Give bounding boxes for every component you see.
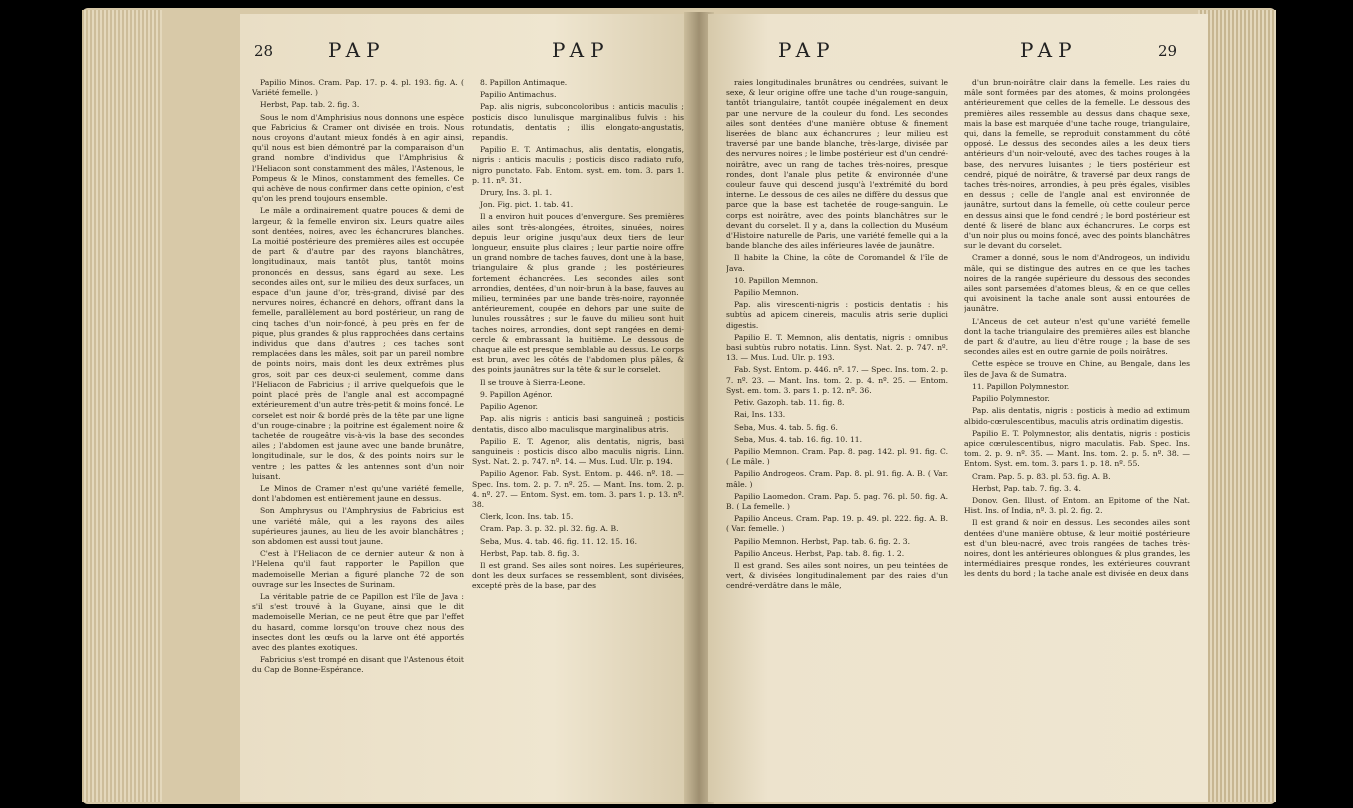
paragraph: Pap. alis nigris : anticis basi sanguineâ ; posticis dentatis, disco albo maculisque marginalibus atris. xyxy=(472,414,684,434)
running-head: PAP xyxy=(552,38,610,62)
text-column xyxy=(726,78,948,802)
paragraph: Donov. Gen. Illust. of Entom. an Epitome of the Nat. Hist. Ins. of India, nº. 3. pl. 2. fig. 2. xyxy=(964,495,1190,516)
paragraph: Il a environ huit pouces d'envergure. Ses premières ailes sont très-alongées, étroites, sinuées, noires depuis leur origine jusqu'aux deux tiers de leur longueur, ensuite plus claires ; leur partie noire offre un grand nombre de taches fauves, dont une à la base, triangulaire & plus grande ; les postérieures fortement échancrées. Les secondes ailes sont arrondies, dentées, d'un noir-brun à la base, fauves au milieu, terminées par une bande très-noire, rayonnée antérieurement, coupée en dehors par une suite de lunules roussâtres ; sur le fauve du milieu sont huit taches noires, arrondies, dont sept rangées en demi-cercle & embrassant la huitième. Le dessous de chaque aile est presque semblable au dessus. Le corps est brun, avec les côtés de l'abdomen plus pâles, & des points jaunâtres sur la tête & sur le corselet. xyxy=(472,212,684,375)
right-page-edges xyxy=(1198,10,1276,802)
page-number: 29 xyxy=(1158,42,1178,60)
paragraph: Le mâle a ordinairement quatre pouces & demi de largeur, & la femelle environ six. Leurs quatre ailes sont dentées, noires, avec les échancrures blanches. La moitié postérieure des premières ailes est occupée de part & d'autre par des rayons blanchâtres, longitudinaux, mais tantôt plus, tantôt moins prononcés en dessus, sans égard au sexe. Les secondes ailes ont, sur le milieu des deux surfaces, un espace d'un jaune d'or, très-grand, divisé par des nervures noires, échancré en dehors, offrant dans la femelle, parallèlement au bord postérieur, un rang de cinq taches d'un noir-foncé, à peu près en fer de pique, plus grandes & plus rapprochées dans certains individus que dans d'autres ; ces taches sont remplacées dans les mâles, soit par un pareil nombre de points noirs, mais dont les deux extrêmes plus gros, soit par ces deux-ci seulement, comme dans l'Heliacon de Fabricius ; il arrive quelquefois que le point placé près de l'angle anal est accompagné extérieurement d'un autre très-petit & moins foncé. Le corselet est noir & bordé près de la tête par une ligne d'un rouge-cinabre ; la poitrine est également noire & tachetée de rougeâtre vis-à-vis la base des secondes ailes ; l'abdomen est jaune avec une bande brunâtre, longitudinale, sur le dos, & des points noirs sur le ventre ; les pattes & les antennes sont d'un noir luisant. xyxy=(252,206,464,481)
left-page xyxy=(240,14,688,802)
paragraph: Drury, Ins. 3. pl. 1. xyxy=(480,188,552,198)
paragraph: Papilio Anceus. Cram. Pap. 19. p. 49. pl. 222. fig. A. B. ( Var. femelle. ) xyxy=(726,514,948,534)
paragraph: Papilio Minos. Cram. Pap. 17. p. 4. pl. 193. fig. A. ( Variété femelle. ) xyxy=(252,78,464,98)
paragraph: Papilio E. T. Memnon, alis dentatis, nigris : omnibus basi subtùs rubro notatis. Linn. Syst. Nat. 2. p. 747. nº. 13. — Mus. Lud. Ulr. p. 193. xyxy=(726,332,948,363)
paragraph: Papilio E. T. Antimachus, alis dentatis, elongatis, nigris : anticis maculis ; posticis disco radiato rufo, nigro punctato. Fab. Entom. syst. em. tom. 3. pars 1. p. 11. nº. 31. xyxy=(472,145,684,185)
paragraph: Petiv. Gazoph. tab. 11. fig. 8. xyxy=(734,398,845,408)
right-page xyxy=(708,14,1208,802)
paragraph: Papilio Memnon. Cram. Pap. 8. pag. 142. pl. 91. fig. C. ( Le mâle. ) xyxy=(726,446,948,467)
paragraph: Papilio Memnon. xyxy=(734,288,799,298)
paragraph: C'est à l'Heliacon de ce dernier auteur & non à l'Helena qu'il faut rapporter le Papillon que mademoiselle Merian a figuré planche 72 de son ouvrage sur les Insectes de Surinam. xyxy=(252,549,464,589)
paragraph: Son Amphrysus ou l'Amphrysius de Fabricius est une variété mâle, qui a les rayons des ailes supérieures jaunes, au lieu de les avoir blanchâtres ; son abdomen est aussi tout jaune. xyxy=(252,506,464,546)
paragraph: Pap. alis virescenti-nigris : posticis dentatis : his subtùs ad apicem cinereis, maculis atris serie duplici digestis. xyxy=(726,300,948,330)
paragraph: Seba, Mus. 4. tab. 16. fig. 10. 11. xyxy=(734,434,863,444)
paragraph: Sous le nom d'Amphrisius nous donnons une espèce que Fabricius & Cramer ont divisée en trois. Nous nous croyons d'autant mieux fondés à en agir ainsi, qu'il nous est bien démontré par la comparaison d'un grand nombre d'individus que l'Amphrisius & l'Heliacon sont constamment des mâles, l'Astenous, le Pompeus & le Minos, constamment des femelles. Ce qui achève de nous confirmer dans cette opinion, c'est qu'on les prend toujours ensemble. xyxy=(252,112,464,204)
paragraph: Seba, Mus. 4. tab. 46. fig. 11. 12. 15. 16. xyxy=(480,536,638,546)
paragraph: L'Anceus de cet auteur n'est qu'une variété femelle dont la tache triangulaire des premières ailes est blanche de part & d'autre, au lieu d'être rouge ; la base de ses secondes ailes est en outre garnie de poils noirâtres. xyxy=(964,316,1190,357)
page-number: 28 xyxy=(254,42,274,60)
paragraph: Le Minos de Cramer n'est qu'une variété femelle, dont l'abdomen est entièrement jaune en dessus. xyxy=(252,483,464,504)
paragraph: Il est grand & noir en dessus. Les secondes ailes sont dentées d'une manière obtuse, & leur moitié postérieure est d'un bleu-nacré, avec trois rangées de taches très-noires, dont les antérieures oblongues & plus grandes, les intermédiaires presque rondes, les extérieures couvrant les dents du bord ; la tache anale est divisée en deux dans xyxy=(964,518,1190,579)
paragraph: Cramer a donné, sous le nom d'Androgeos, un individu mâle, qui se distingue des autres en ce que les taches noires de la rangée supérieure du dessous des secondes ailes sont parsemées d'atomes bleus, & en ce que celles qui avoisinent la tache anale sont aussi entourées de jaunâtre. xyxy=(964,253,1190,314)
running-head: PAP xyxy=(328,38,386,62)
paragraph: Jon. Fig. pict. 1. tab. 41. xyxy=(480,200,574,210)
text-column xyxy=(252,78,464,802)
paragraph: 10. Papillon Memnon. xyxy=(734,275,819,285)
paragraph: Cram. Pap. 3. p. 32. pl. 32. fig. A. B. xyxy=(480,524,619,534)
paragraph: Herbst, Pap. tab. 8. fig. 3. xyxy=(480,548,580,558)
paragraph: Pap. alis nigris, subconcoloribus : anticis maculis ; posticis disco lunulisque marginalibus fulvis : his rotundatis, dentatis ; illis elongato-angustatis, repandis. xyxy=(472,102,684,143)
paragraph: Papilio E. T. Agenor, alis dentatis, nigris, basi sanguineis : posticis disco albo maculis nigris. Linn. Syst. Nat. 2. p. 747. nº. 14. — Mus. Lud. Ulr. p. 194. xyxy=(472,436,684,467)
paragraph: 9. Papillon Agénor. xyxy=(480,389,553,399)
paragraph: Papilio Polymnestor. xyxy=(972,394,1050,404)
paragraph: Herbst, Pap. tab. 7. fig. 3. 4. xyxy=(972,483,1081,493)
text-column xyxy=(472,78,684,802)
paragraph: Il se trouve à Sierra-Leone. xyxy=(480,377,586,387)
paragraph: Seba, Mus. 4. tab. 5. fig. 6. xyxy=(734,422,838,432)
paragraph: Papilio Agenor. Fab. Syst. Entom. p. 446. nº. 18. — Spec. Ins. tom. 2. p. 7. nº. 25. — Mant. Ins. tom. 2. p. 4. nº. 27. — Entom. Syst. em. tom. 3. pars 1. p. 13. nº. 38. xyxy=(472,469,684,509)
paragraph: 11. Papillon Polymnestor. xyxy=(972,381,1070,391)
paragraph: Fab. Syst. Entom. p. 446. nº. 17. — Spec. Ins. tom. 2. p. 7. nº. 23. — Mant. Ins. tom. 2. p. 4. nº. 25. — Entom. Syst. em. tom. 3. pars 1. p. 12. nº. 36. xyxy=(726,365,948,395)
paragraph: Papilio Memnon. Herbst, Pap. tab. 6. fig. 2. 3. xyxy=(734,536,911,546)
paragraph: Il habite la Chine, la côte de Coromandel & l'île de Java. xyxy=(726,253,948,273)
paragraph: Pap. alis dentatis, nigris : posticis à medio ad extimum albido-cœrulescentibus, maculis atris ordinatim digestis. xyxy=(964,406,1190,426)
paragraph: raies longitudinales brunâtres ou cendrées, suivant le sexe, & leur origine offre une tache d'un rouge-sanguin, tantôt triangulaire, tantôt coupée inégalement en deux par une nervure de la couleur du fond. Les secondes ailes sont dentées d'une manière obtuse & finement liserées de blanc aux échancrures ; leur milieu est traversé par une bande blanche, très-large, divisée par des nervures noires ; le limbe postérieur est d'un cendré-noirâtre, avec un rang de taches très-noires, presque rondes, dont l'anale plus petite & environnée d'une couleur fauve qui descend jusqu'à l'extrémité du bord interne. Le dessous de ces ailes ne diffère du dessus que parce que la base est tachetée de rouge-sanguin. Le corps est noirâtre, avec des points blanchâtres sur le devant du corselet. Il y a, dans la collection du Muséum d'Histoire naturelle de Paris, une variété femelle qui a la bande blanche des ailes inférieures lavée de jaunâtre. xyxy=(726,78,948,251)
paragraph: Papilio Anceus. Herbst, Pap. tab. 8. fig. 1. 2. xyxy=(734,548,905,558)
left-page-edges xyxy=(82,10,162,802)
paragraph: Papilio Laomedon. Cram. Pap. 5. pag. 76. pl. 50. fig. A. B. ( La femelle. ) xyxy=(726,491,948,511)
running-head: PAP xyxy=(1020,38,1078,62)
paragraph: Papilio Androgeos. Cram. Pap. 8. pl. 91. fig. A. B. ( Var. mâle. ) xyxy=(726,469,948,489)
paragraph: Papilio Agenor. xyxy=(480,402,538,412)
paragraph: 8. Papillon Antimaque. xyxy=(480,78,568,87)
paragraph: d'un brun-noirâtre clair dans la femelle. Les raies du mâle sont formées par des atomes, & moins prolongées antérieurement que celles de la femelle. Le dessous des premières ailes ressemble au dessus dans chaque sexe, mais la base est marquée d'une tache rouge, triangulaire, qui, dans la femelle, se reproduit constamment du côté opposé. Le dessus des secondes ailes a les deux tiers antérieurs d'un noir-velouté, avec des taches rouges à la base, des nervures luisantes ; le tiers postérieur est cendré, piqué de noirâtre, & traversé par deux rangs de taches très-noires, arrondies, à peu près égales, visibles en dessus ; celle de l'angle anal est environnée de jaunâtre, surtout dans la femelle, où cette couleur perce en dessus ainsi que le fond cendré ; le bord postérieur est denté & liseré de blanc aux échancrures. Le corps est d'un noir plus ou moins foncé, avec des points blanchâtres sur le devant du corselet. xyxy=(964,78,1190,251)
paragraph: Il est grand. Ses ailes sont noires. Les supérieures, dont les deux surfaces se ressemblent, sont divisées, excepté près de la base, par des xyxy=(472,560,684,591)
text-column xyxy=(964,78,1190,802)
paragraph: Cette espèce se trouve en Chine, au Bengale, dans les îles de Java & de Sumatra. xyxy=(964,359,1190,379)
paragraph: Cram. Pap. 5. p. 83. pl. 53. fig. A. B. xyxy=(972,471,1111,481)
paragraph: Fabricius s'est trompé en disant que l'Astenous étoit du Cap de Bonne-Espérance. xyxy=(252,655,464,675)
paragraph: Herbst, Pap. tab. 2. fig. 3. xyxy=(260,100,360,110)
paragraph: Papilio Antimachus. xyxy=(480,90,557,100)
paragraph: Il est grand. Ses ailes sont noires, un peu teintées de vert, & divisées longitudinalement par des raies d'un cendré-verdâtre dans le mâle, xyxy=(726,560,948,591)
paragraph: Clerk, Icon. Ins. tab. 15. xyxy=(480,512,574,522)
paragraph: Rai, Ins. 133. xyxy=(734,410,786,420)
paragraph: Papilio E. T. Polymnestor, alis dentatis, nigris : posticis apice cœrulescentibus, nigro maculatis. Fab. Spec. Ins. tom. 2. p. 9. nº. 35. — Mant. Ins. tom. 2. p. 5. nº. 38. — Entom. Syst. em. tom. 3. pars 1. p. 18. nº. 55. xyxy=(964,428,1190,469)
running-head: PAP xyxy=(778,38,836,62)
paragraph: La véritable patrie de ce Papillon est l'île de Java : s'il s'est trouvé à la Guyane, ainsi que le dit mademoiselle Merian, ce ne peut être que par l'effet du hasard, comme lorsqu'on trouve chez nous des insectes dont les œufs ou la larve ont été apportés avec des plantes exotiques. xyxy=(252,591,464,652)
